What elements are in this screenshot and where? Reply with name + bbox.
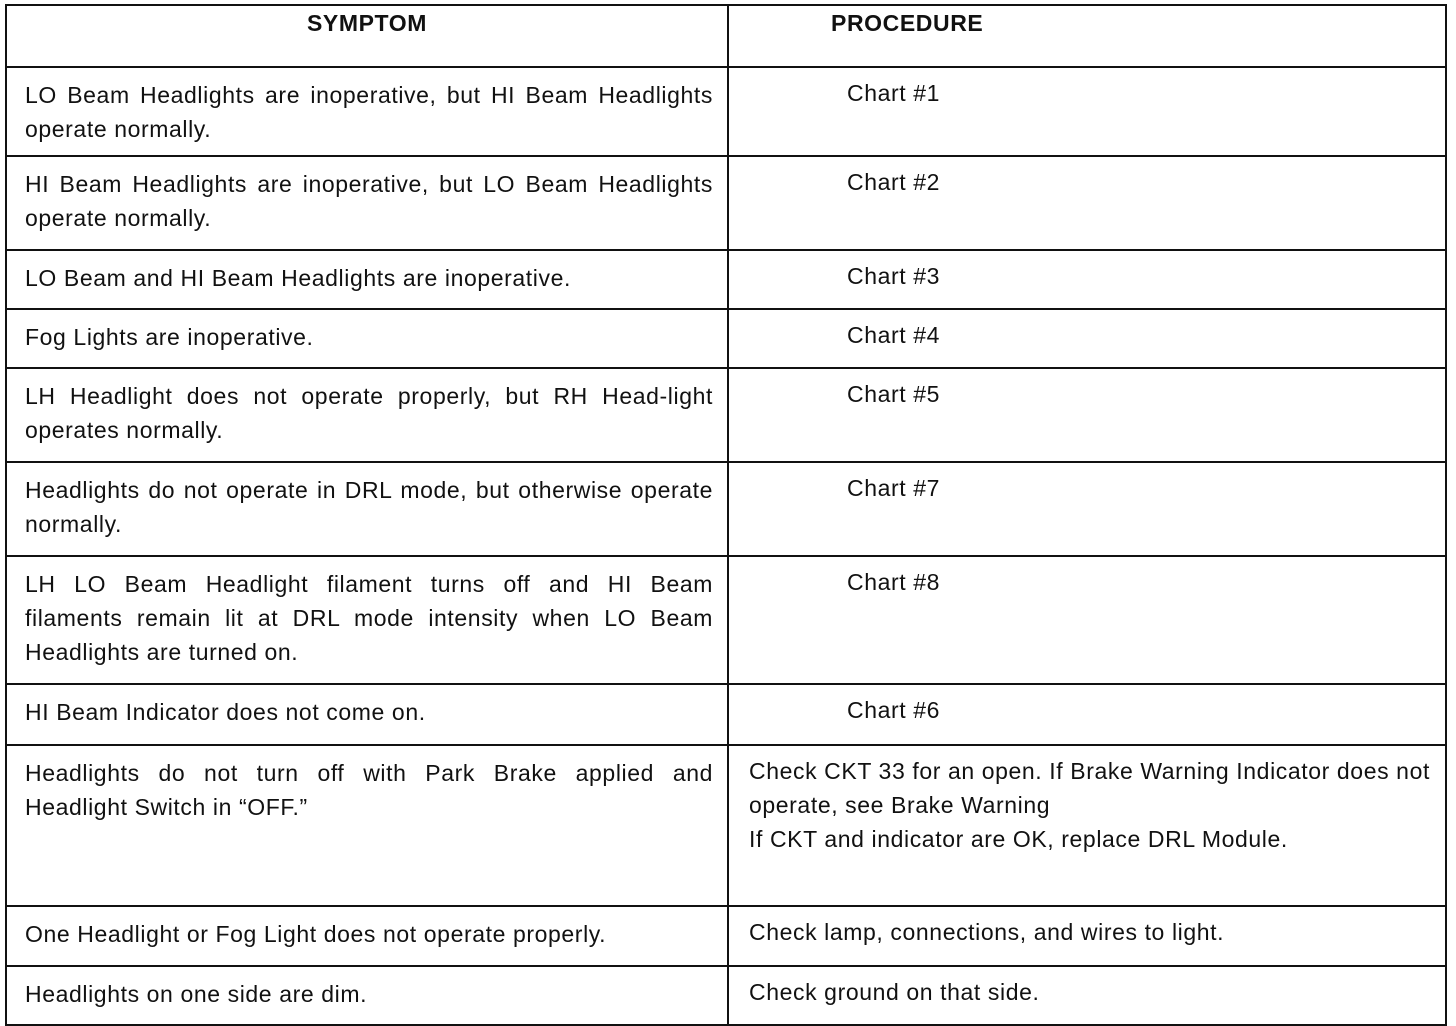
symptom-cell: LO Beam and HI Beam Headlights are inoperative. [6,250,728,309]
symptom-cell: Headlights do not turn off with Park Brake applied and Headlight Switch in “OFF.” [6,745,728,906]
table-row [6,462,1446,556]
table-row [6,250,1446,309]
symptom-cell: Headlights on one side are dim. [6,966,728,1025]
procedure-column-header: PROCEDURE [728,5,1446,67]
symptom-cell: Fog Lights are inoperative. [6,309,728,368]
table-row [6,156,1446,250]
procedure-cell: Chart #6 [728,684,1446,745]
symptom-cell: HI Beam Indicator does not come on. [6,684,728,745]
procedure-cell: Chart #5 [728,368,1446,462]
table-row [6,966,1446,1025]
table-row [6,309,1446,368]
table-row [6,684,1446,745]
symptom-cell: LH Headlight does not operate properly, but RH Head-light operates normally. [6,368,728,462]
symptom-cell: One Headlight or Fog Light does not operate properly. [6,906,728,966]
symptom-cell: HI Beam Headlights are inoperative, but LO Beam Headlights operate normally. [6,156,728,250]
procedure-cell: Chart #4 [728,309,1446,368]
table-row [6,368,1446,462]
procedure-cell: Check CKT 33 for an open. If Brake Warning Indicator does not operate, see Brake Warning If CKT and indicator are OK, replace DRL Module. [728,745,1446,906]
table-row [6,67,1446,156]
procedure-cell: Chart #8 [728,556,1446,684]
procedure-cell: Chart #1 [728,67,1446,156]
procedure-cell: Check lamp, connections, and wires to light. [728,906,1446,966]
procedure-cell: Chart #2 [728,156,1446,250]
symptom-cell: Headlights do not operate in DRL mode, but otherwise operate normally. [6,462,728,556]
symptom-procedure-table [5,4,1447,1026]
procedure-cell: Check ground on that side. [728,966,1446,1025]
header-row [6,5,1446,67]
table-row [6,745,1446,906]
table-row [6,556,1446,684]
symptom-column-header: SYMPTOM [6,5,728,67]
symptom-cell: LO Beam Headlights are inoperative, but HI Beam Headlights operate normally. [6,67,728,156]
procedure-cell: Chart #7 [728,462,1446,556]
symptom-cell: LH LO Beam Headlight filament turns off and HI Beam filaments remain lit at DRL mode intensity when LO Beam Headlights are turned on. [6,556,728,684]
table-row [6,906,1446,966]
procedure-cell: Chart #3 [728,250,1446,309]
